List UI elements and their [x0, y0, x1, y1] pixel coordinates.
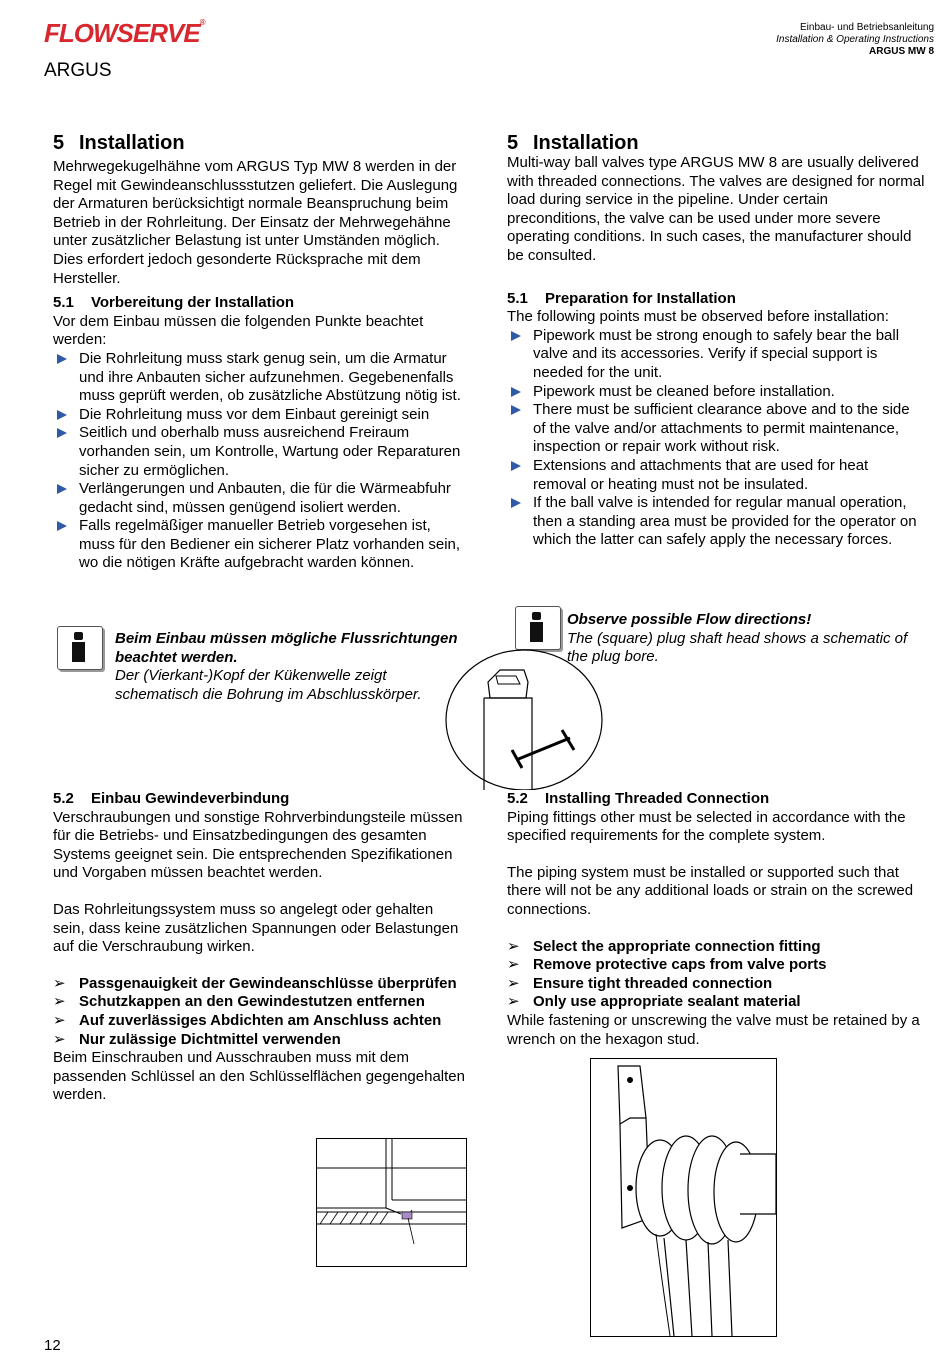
plug-shaft-head-illustration — [440, 640, 610, 790]
list-item: Pipework must be cleaned before installation. — [507, 383, 925, 402]
section-5-2-heading-de: 5.2 Einbau Gewindeverbindung — [53, 790, 290, 807]
list-item: Verlängerungen und Anbauten, die für die Wärmeabfuhr gedacht sind, müssen genügend isoliert werden. — [53, 480, 467, 517]
list-item: ➢ Passgenauigkeit der Gewindeanschlüsse überprüfen — [53, 974, 457, 992]
section-5-2-p2-en: The piping system must be installed or supported such that there will not be any additional loads or strain on the screwed connections. — [507, 863, 914, 918]
header-line-3: ARGUS MW 8 — [869, 46, 934, 57]
header-line-1: Einbau- und Betriebsanleitung — [800, 22, 934, 33]
document-header — [776, 22, 934, 58]
list-item: ➢ Ensure tight threaded connection — [507, 974, 773, 992]
german-section-5-2 — [53, 790, 467, 1105]
section-5-2-p1-de: Verschraubungen und sonstige Rohrverbindungsteile müssen für die Betriebs- und Einsatzbedingungen des gesamten Systems geeignet sein. Die entsprechenden Spezifikationen und Vorgaben müssen beachtet werden. — [53, 808, 463, 882]
info-note-text-de: Der (Vierkant-)Kopf der Kükenwelle zeigt schematisch die Bohrung im Abschlusskörper. — [115, 667, 422, 703]
list-item: ➢ Auf zuverlässiges Abdichten am Anschluss achten — [53, 1011, 442, 1029]
section-5-heading-en: 5 Installation — [507, 132, 639, 154]
list-item: Die Rohrleitung muss stark genug sein, um die Armatur und ihre Anbauten sicher aufzunehmen. Gegebenenfalls muss geprüft werden, ob zusätzliche Abstützung nötig ist. — [53, 350, 467, 406]
connection-checklist-de — [53, 975, 467, 1049]
section-5-text-en: Multi-way ball valves type ARGUS MW 8 are usually delivered with threaded connections. The valves are designed for normal load during service in the pipeline. Under certain preconditions, the valve can be used under more severe operating conditions. In such cases, the manufacturer should be consulted. — [507, 154, 925, 264]
header-line-2: Installation & Operating Instructions — [776, 34, 934, 45]
section-5-1-intro-en: The following points must be observed before installation: — [507, 308, 889, 326]
list-item: ➢ Nur zulässige Dichtmittel verwenden — [53, 1030, 341, 1048]
info-note-text-en: The (square) plug shaft head shows a schematic of the plug bore. — [567, 629, 908, 666]
flowserve-logo: FLOWSERVE® — [44, 18, 205, 48]
section-5-2-p3-de: Beim Einschrauben und Ausschrauben muss mit dem passenden Schlüssel an den Schlüsselflächen gegengehalten werden. — [53, 1049, 465, 1104]
brand-name: ARGUS — [44, 60, 112, 81]
preparation-list-de — [53, 350, 467, 573]
info-note-bold-de: Beim Einbau müssen mögliche Flussrichtungen beachtet werden. — [115, 630, 458, 666]
list-item: ➢ Only use appropriate sealant material — [507, 993, 801, 1011]
section-5-heading-de: 5 Installation — [53, 132, 185, 154]
list-item: Die Rohrleitung muss vor dem Einbaut gereinigt sein — [53, 406, 467, 425]
section-5-1-heading-en: 5.1 Preparation for Installation — [507, 289, 736, 307]
section-5-2-p1-en: Piping fittings other must be selected in accordance with the specified requirements for the complete system. — [507, 808, 906, 845]
section-5-2-p3-en: While fastening or unscrewing the valve must be retained by a wrench on the hexagon stud. — [507, 1011, 920, 1048]
info-note-en — [567, 611, 927, 667]
section-5-1-intro-de: Vor dem Einbau müssen die folgenden Punkte beachtet werden: — [53, 312, 424, 349]
info-note-bold-en: Observe possible Flow directions! — [567, 611, 812, 628]
german-column — [53, 132, 467, 573]
page-number: 12 — [44, 1337, 61, 1354]
threaded-connection-diagram — [316, 1138, 468, 1268]
list-item: Falls regelmäßiger manueller Betrieb vorgesehen ist, muss für den Bediener ein sicherer Platz vorhanden sein, wo die nötigen Kräfte aufgebracht warden können. — [53, 517, 467, 573]
section-5-2-heading-en: 5.2 Installing Threaded Connection — [507, 790, 770, 807]
list-item: Extensions and attachments that are used for heat removal or heating must not be insulated. — [507, 457, 925, 494]
section-5-1-heading-de: 5.1 Vorbereitung der Installation — [53, 294, 295, 312]
section-5-text-de: Mehrwegekugelhähne vom ARGUS Typ MW 8 werden in der Regel mit Gewindeanschlussstutzen geliefert. Die Auslegung der Armaturen berücksichtigt normale Beanspruchung beim Betrieb in der Rohrleitung. Der Einsatz der Mehrwegehähne unter zusätzlicher Belastung ist unter Umständen möglich. Dies erfordert jedoch gesonderte Rücksprache mit dem Hersteller. — [53, 158, 458, 287]
list-item: ➢ Select the appropriate connection fitting — [507, 937, 821, 955]
info-icon — [57, 626, 103, 670]
list-item: Pipework must be strong enough to safely bear the ball valve and its accessories. Verify if special support is needed for the unit. — [507, 327, 925, 383]
info-note-de — [115, 630, 467, 704]
section-5-2-p2-de: Das Rohrleitungssystem muss so angelegt oder gehalten sein, dass keine zusätzlichen Spannungen oder Belastungen auf die Verschraubung wirken. — [53, 900, 459, 956]
list-item: There must be sufficient clearance above and to the side of the valve and/or attachments to permit maintenance, inspection or repair work without risk. — [507, 401, 925, 457]
list-item: Seitlich und oberhalb muss ausreichend Freiraum vorhanden sein, um Kontrolle, Wartung oder Reparaturen sicher zu ermöglichen. — [53, 424, 467, 480]
valve-wrench-illustration — [590, 1058, 778, 1338]
list-item: ➢ Remove protective caps from valve ports — [507, 956, 827, 974]
connection-checklist-en — [507, 938, 925, 1012]
english-column — [507, 132, 925, 550]
preparation-list-en — [507, 327, 925, 550]
list-item: If the ball valve is intended for regular manual operation, then a standing area must be provided for the operator on which the latter can safely apply the necessary forces. — [507, 494, 925, 550]
list-item: ➢ Schutzkappen an den Gewindestutzen entfernen — [53, 993, 425, 1011]
english-section-5-2 — [507, 790, 925, 1049]
